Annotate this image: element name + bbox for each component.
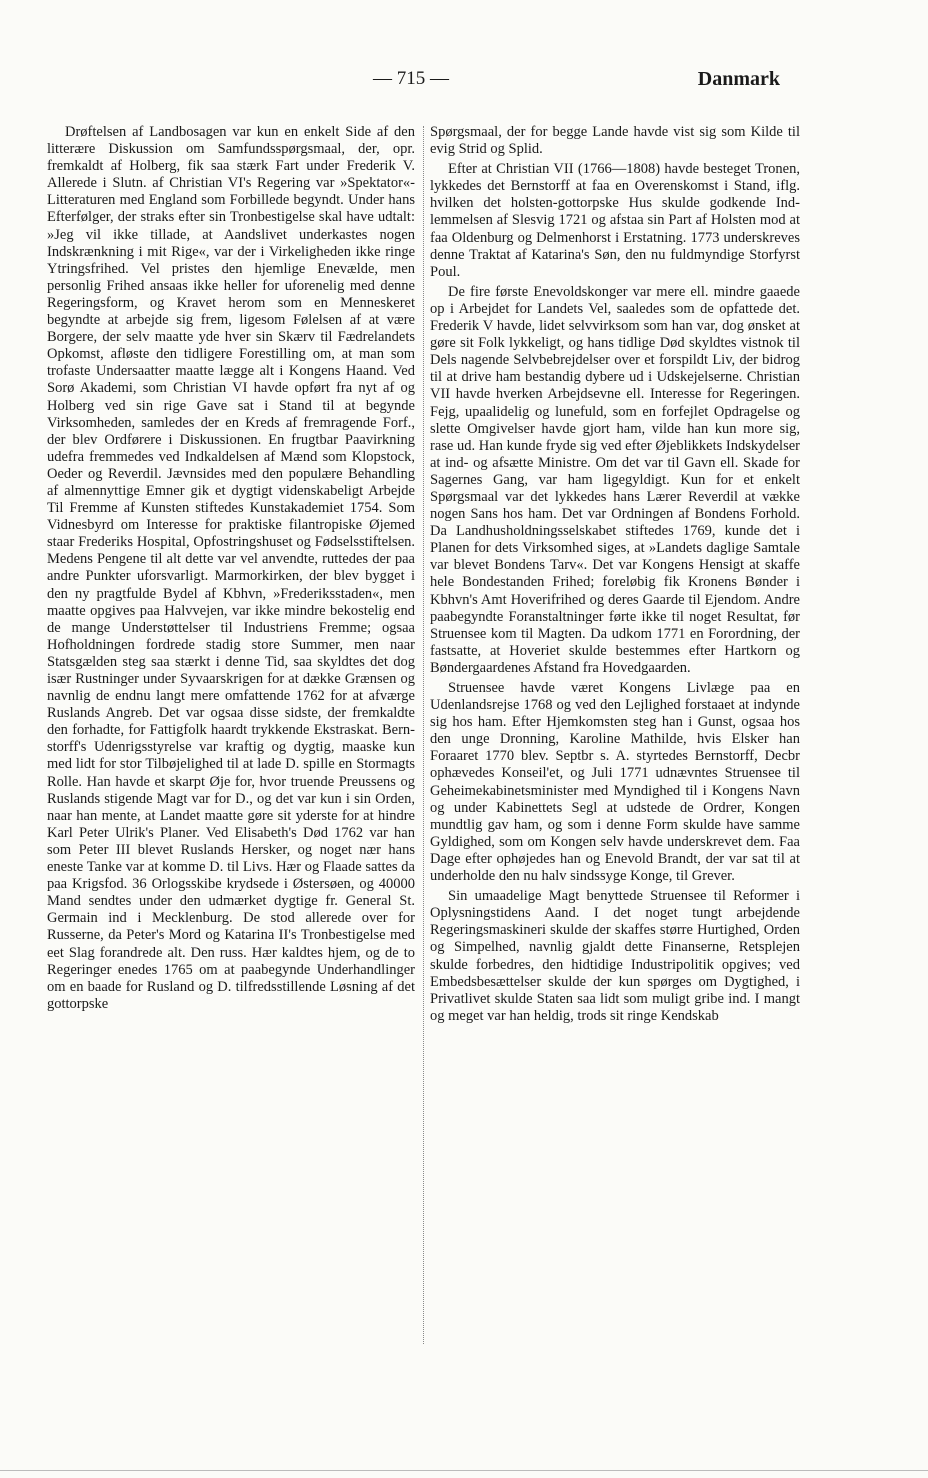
page-number: — 715 — [373, 68, 449, 89]
right-paragraph-4: Sin umaadelige Magt benyttede Struensee til Reformer i Oplysningstidens Aand. I det noget tungt arbejdende Regeringsmaskineri skulde der skaffes større Hurtighed, Orden og Simpelhed, navnlig gjaldt dette Finanserne, Retsplejen skulde forbedres, den hidtidige Industripolitik opgives; ved Embedsbesættelser skulde der kun spørges om Dygtighed, i Privatlivet skulde Staten saa lidt som muligt gribe ind. I mangt og meget var han heldig, trods sit ringe Kendskab [430, 888, 800, 1024]
bottom-rule [0, 1470, 928, 1471]
page-header [0, 68, 928, 100]
right-paragraph-1: Efter at Christian VII (1766—1808) havde besteget Tronen, lykkedes det Bernstorff at faa en Overenskomst i Stand, iflg. hvilken det holsten-gottorpske Hus skulde godkende Indlemmelsen af Slesvig 1721 og afstaa sin Part af Holsten mod at faa Oldenburg og Delmenhorst i Erstatning. 1773 underskreves denne Traktat af Katarina's Søn, den nu fuldmyndige Storfyrst Poul. [430, 161, 800, 280]
right-paragraph-continued: Spørgsmaal, der for begge Lande havde vist sig som Kilde til evig Strid og Splid. [430, 124, 800, 158]
right-column [430, 124, 800, 1028]
right-paragraph-2: De fire første Enevoldskonger var mere ell. mindre gaaede op i Arbejdet for Landets Vel, saaledes som de opfattede det. Frederik V havde, lidet selvvirksom som han var, dog ønsket at gøre sit Folk lykkeligt, og hans tidlige Død skyldtes vistnok til Dels nagende Selvbebrejdelser over et forspildt Liv, der bidrog til at drive ham bestandig dybere ud i Udskejelserne. Christian VII havde hverken Arbejdsevne ell. Interesse for Regeringen. Fejg, upaalidelig og lunefuld, som en forfejlet Opdragelse og slette Omgivelser havde gjort ham, vilde han kun more sig, rase ud. Han kunde fryde sig ved efter Øjeblikkets Indskydelser at ind- og afsætte Ministre. Om det var til Gavn ell. Skade for Sagernes Gang, var ham ligegyldigt. Kun for et enkelt Spørgsmaal var det lykkedes hans Lærer Reverdil at vække nogen Sans hos ham. Det var Ordningen af Bondens Forhold. Da Landhusholdningsselskabet stiftedes 1769, kunde det i Planen for dets Virksomhed siges, at »Landets daglige Samtale var blevet Bondens Tarv«. Det var Kongens Hensigt at skaffe hele Bondestanden Frihed; foreløbig fik Kronens Bønder i Kbhvn's Amt Hoverifrihed og deres Gaarde til Ejendom. Andre paabegyndte Foranstaltninger førte ikke til noget Resultat, før Struensee kom til Magten. Da udkom 1771 en Forordning, der fastsatte, at Hoveriet skulde bestemmes efter Hartkorn og Bøndergaardenes Afstand fra Hovedgaarden. [430, 283, 800, 676]
column-divider [423, 126, 424, 1344]
left-column [47, 124, 415, 1016]
left-paragraph-1: Drøftelsen af Landbosagen var kun en enkelt Side af den litterære Diskussion om Samfundsspørgsmaal, der, opr. fremkaldt af Holberg, fik saa stærk Fart under Frederik V. Allerede i Slutn. af Christian VI's Regering var »Spektator«-Litteraturen med England som Forbillede begyndt. Under hans Efterfølger, der straks efter sin Tronbestigelse skal have udtalt: »Jeg vil ikke tillade, at Aandslivet underkastes nogen Indskrænkning i mit Rige«, var der i Virkeligheden ikke ringe Ytringsfrihed. Vel pristes den hjemlige Enevælde, men personlig Frihed ansaas ikke heller for uforenelig med denne Regeringsform, og Kravet herom som en Menneskeret begyndte at arbejde sig frem, ligesom Følelsen af at være Borgere, der selv maatte yde hver sin Skærv til Fædrelandets Opkomst, afløste den tidligere Forestilling om, at man som trofaste Undersaatter maatte lægge alt i Kongens Haand. Ved Sorø Akademi, som Christian VI havde opført fra nyt af og Holberg ved sin rige Gave sat i Stand til at begynde Virksomheden, samledes der en Kreds af fremragende Forf., der blev Ordførere i Diskussionen. En frugtbar Paavirkning udefra fremmedes ved Indkaldelsen af Mænd som Klopstock, Oeder og Reverdil. Jævnsides med den populære Behandling af almennyttige Emner gik et dygtigt videnskabeligt Arbejde Til Fremme af Kunsten stiftedes Kunstakademiet 1754. Som Vidnesbyrd om Interesse for praktiske filantropiske Øjemed staar Frederiks Hospital, Opfostringshuset og Fødselsstiftelsen. Medens Pengene til alt dette var vel anvendte, ruttedes der paa andre Punkter uforsvarligt. Marmorkirken, der blev bygget i den ny pragtfulde Bydel af Kbhvn, »Frederiksstaden«, men maatte opgives paa Halvvejen, var ikke mindre bekostelig end de mange Understøttelser til Industriens Fremme; ogsaa Hofholdningen fordrede stadig store Summer, men naar Statsgælden steg saa stærkt i denne Tid, saa skyldtes det dog især Rustninger under Syvaarskrigen for at dække Grænsen og navnlig de endnu langt mere omfattende 1762 for at afværge Ruslands Angreb. Det var ogsaa disse sidste, der fremkaldte den forhadte, for Fattigfolk haardt trykkende Ekstraskat. Bernstorff's Udenrigsstyrelse var kraftig og dygtig, maaske kun med lidt for stor Tilbøjelighed til at lade D. spille en Stormagts Rolle. Han havde et skarpt Øje for, hvor truende Preussens og Ruslands stigende Magt var for D., og det var kun i sin Orden, naar han mente, at Landet maatte gøre sit yderste for at hindre Karl Peter Ulrik's Planer. Ved Elisabeth's Død 1762 var han som Peter III blevet Ruslands Hersker, og noget nær hans eneste Tanke var at komme D. til Livs. Hær og Flaade sattes da paa Krigsfod. 36 Orlogsskibe krydsede i Østersøen, og 40000 Mand sendtes under den udmærket dygtige fr. General St. Germain ind i Mecklenburg. De stod allerede over for Russerne, da Peter's Mord og Katarina II's Tronbestigelse med eet Slag forandrede alt. Den russ. Hær kaldtes hjem, og de to Regeringer enedes 1765 om at paabegynde Underhandlinger om en baade for Rusland og D. tilfredsstillende Løsning af det gottorpske [47, 124, 415, 1012]
running-head: Danmark [697, 68, 780, 90]
right-paragraph-3: Struensee havde været Kongens Livlæge paa en Udenlandsrejse 1768 og ved den Lejlighed forstaaet at indynde sig hos ham. Efter Hjemkomsten steg han i Gunst, ogsaa hos den unge Dronning, Karoline Mathilde, hvis Elsker han Foraaret 1770 blev. Septbr s. A. styrtedes Bernstorff, Decbr ophævedes Konseil'et, og Juli 1771 udnævntes Struensee til Geheimekabinetsminister med Myndighed til i Kongens Navn og under Kabinettets Segl at udstede de Ordrer, Kongen mundtlig gav ham, og som i denne Form skulde have samme Gyldighed, som om Kongen selv havde underskrevet dem. Faa Dage efter ophøjedes han og Enevold Brandt, der var sat til at underholde den nu halv sindssyge Konge, til Grever. [430, 680, 800, 885]
